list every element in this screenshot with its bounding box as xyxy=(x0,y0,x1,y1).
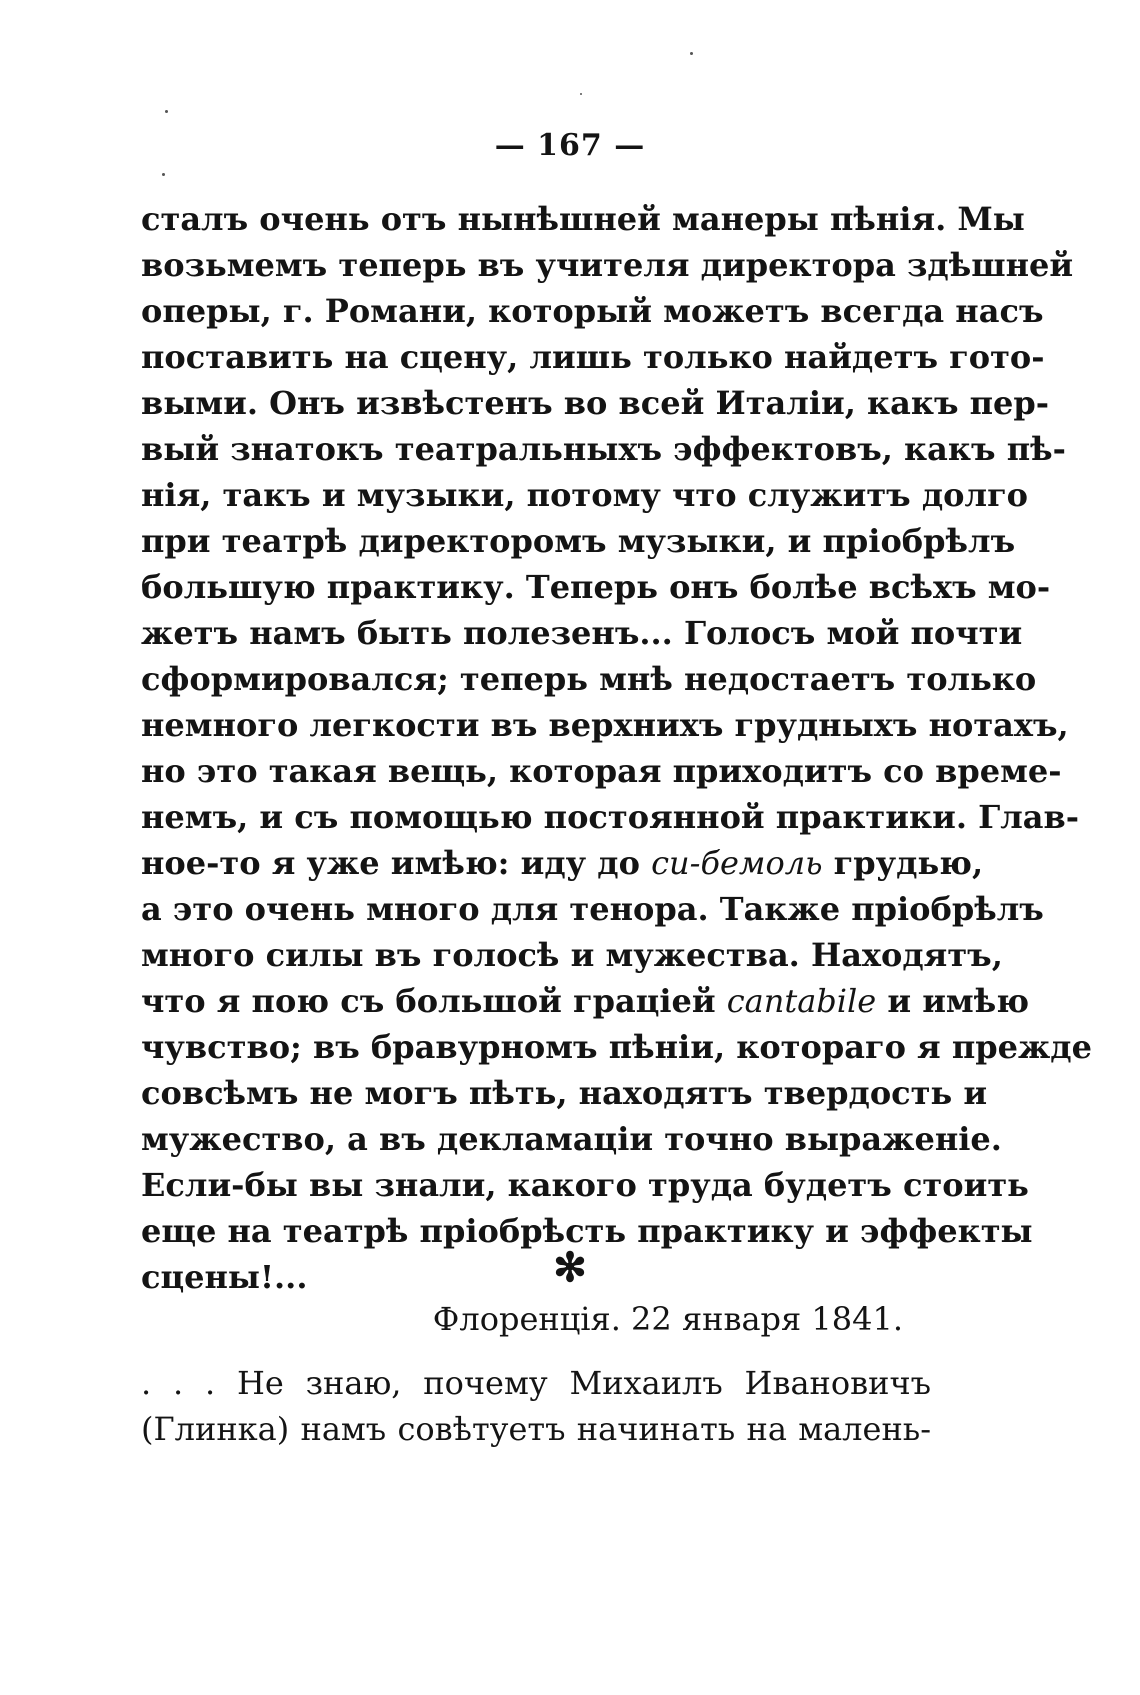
page-number: — 167 — xyxy=(494,128,646,163)
text-line: сталъ очень отъ нынѣшней манеры пѣнія. Мы xyxy=(141,200,1025,238)
text-line-with-italic xyxy=(141,978,1030,1024)
text-line: вый знатокъ театральныхъ эффектовъ, какъ пѣ- xyxy=(141,430,1066,468)
text-line: оперы, г. Романи, который можетъ всегда насъ xyxy=(141,292,1044,330)
text-line: нія, такъ и музыки, потому что служитъ долго xyxy=(141,476,1029,514)
letter-body xyxy=(141,196,1092,1300)
section-separator-icon: ✻ xyxy=(553,1244,587,1291)
text-line: возьмемъ теперь въ учителя директора здѣшней xyxy=(141,246,1074,284)
text-line: еще на театрѣ пріобрѣсть практику и эффекты xyxy=(141,1212,1033,1250)
print-speck xyxy=(580,93,582,95)
text-line: немъ, и съ помощью постоянной практики. Глав- xyxy=(141,798,1080,836)
text-line: много силы въ голосѣ и мужества. Находятъ, xyxy=(141,936,1003,974)
text-line: . . . Не знаю, почему Михаилъ Ивановичъ xyxy=(141,1364,931,1402)
text-line-with-italic xyxy=(141,840,984,886)
text-line: чувство; въ бравурномъ пѣніи, котораго я прежде xyxy=(141,1028,1092,1066)
text-fragment: и имѣю xyxy=(876,982,1030,1020)
text-line: Если-бы вы знали, какого труда будетъ стоить xyxy=(141,1166,1029,1204)
italic-term: си-бемоль xyxy=(651,844,823,882)
text-line: совсѣмъ не могъ пѣть, находятъ твердость и xyxy=(141,1074,988,1112)
text-line: мужество, а въ декламаціи точно выраженіе. xyxy=(141,1120,1002,1158)
text-line: большую практику. Теперь онъ болѣе всѣхъ мо- xyxy=(141,568,1051,606)
text-line: поставить на сцену, лишь только найдетъ гото- xyxy=(141,338,1045,376)
dateline: Флоренція. 22 января 1841. xyxy=(432,1300,903,1338)
text-line: а это очень много для тенора. Также пріобрѣлъ xyxy=(141,890,1044,928)
text-line: жетъ намъ быть полезенъ... Голосъ мой почти xyxy=(141,614,1023,652)
text-line: сцены!... xyxy=(141,1258,308,1296)
print-speck xyxy=(162,173,165,176)
text-line: при театрѣ директоромъ музыки, и пріобрѣлъ xyxy=(141,522,1016,560)
text-line: немного легкости въ верхнихъ грудныхъ нотахъ, xyxy=(141,706,1069,744)
text-fragment: грудью, xyxy=(822,844,984,882)
next-letter-body xyxy=(141,1360,931,1452)
text-line: сформировался; теперь мнѣ недостаетъ только xyxy=(141,660,1037,698)
text-line: но это такая вещь, которая приходитъ со време- xyxy=(141,752,1062,790)
print-speck xyxy=(165,110,168,113)
italic-term: cantabile xyxy=(726,982,877,1020)
text-fragment: ное-то я уже имѣю: иду до xyxy=(141,844,652,882)
text-line: (Глинка) намъ совѣтуетъ начинать на малень- xyxy=(141,1410,931,1448)
print-speck xyxy=(690,52,693,55)
text-fragment: что я пою съ большой граціей xyxy=(141,982,727,1020)
text-line: выми. Онъ извѣстенъ во всей Италіи, какъ пер- xyxy=(141,384,1050,422)
